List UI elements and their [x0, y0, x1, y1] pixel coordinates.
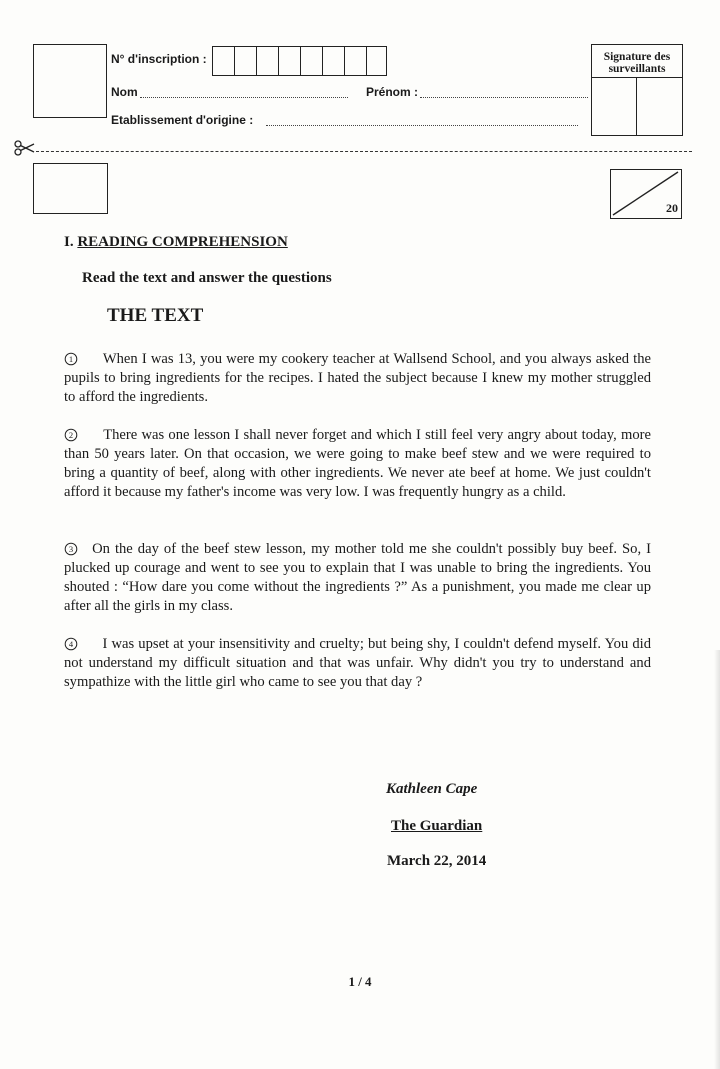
- signature-title-line1: Signature des: [603, 51, 671, 63]
- registration-digit-box[interactable]: [257, 47, 279, 75]
- school-label: Etablissement d'origine :: [111, 113, 254, 127]
- registration-digit-box[interactable]: [213, 47, 235, 75]
- paragraph-2: [64, 426, 651, 502]
- paragraph-number-icon: [64, 635, 82, 653]
- school-field[interactable]: [266, 125, 578, 126]
- examiner-box: [33, 163, 108, 214]
- paragraph-4: [64, 635, 651, 692]
- name-field[interactable]: [140, 97, 348, 98]
- paragraph-1: [64, 350, 651, 407]
- paragraph-text: When I was 13, you were my cookery teacher at Wallsend School, and you always asked the pupils to bring ingredients for the recipes. I hated the subject because I knew my mother struggled to afford the ingredients.: [64, 351, 651, 405]
- registration-digit-box[interactable]: [235, 47, 257, 75]
- signature-title-line2: surveillants: [608, 63, 666, 75]
- registration-digit-box[interactable]: [345, 47, 367, 75]
- cut-line: [36, 151, 692, 152]
- supervisors-signature-box: [591, 44, 683, 136]
- registration-number-boxes[interactable]: [212, 46, 387, 76]
- text-heading: THE TEXT: [107, 305, 204, 326]
- instruction: Read the text and answer the questions: [82, 270, 332, 286]
- section-heading: [64, 234, 288, 251]
- name-label: Nom: [111, 85, 138, 99]
- paragraph-text: I was upset at your insensitivity and cruelty; but being shy, I couldn't defend myself. You did not understand my difficult situation and that was unfair. Why didn't you try to understand and sympathize with the little girl who came to see you that day ?: [64, 636, 652, 690]
- source-author: Kathleen Cape: [386, 781, 478, 797]
- header-bracket-line: [106, 46, 107, 118]
- registration-label: N° d'inscription :: [111, 52, 207, 66]
- section-numeral: I.: [64, 234, 74, 250]
- registration-digit-box[interactable]: [301, 47, 323, 75]
- registration-digit-box[interactable]: [279, 47, 301, 75]
- paragraph-number: 1: [68, 354, 74, 365]
- page-number: 1 / 4: [348, 974, 372, 989]
- paragraph-text: On the day of the beef stew lesson, my mother told me she couldn't possibly buy beef. So, I plucked up courage and went to see you to explain that I was unable to bring the ingredients. You shouted : “How dare you come without the ingredients ?” As a punishment, you made me clear up after all the girls in my class.: [64, 541, 652, 614]
- paragraph-text: There was one lesson I shall never forget and which I still feel very angry about today, more than 50 years later. On that occasion, we were going to make beef stew and we were required to bring a quantity of beef, along with other ingredients. We never ate beef at home. We just couldn't afford it because my father's income was very low. I was frequently hungry as a child.: [64, 427, 651, 500]
- score-total: 20: [666, 201, 678, 215]
- source-publication: The Guardian: [391, 818, 483, 834]
- signature-divider: [592, 77, 682, 78]
- signature-center-divider: [636, 77, 637, 135]
- paragraph-number: 3: [68, 544, 74, 555]
- scissors-icon: [14, 140, 36, 161]
- section-title: READING COMPREHENSION: [77, 234, 288, 250]
- paragraph-number-icon: [64, 350, 82, 368]
- paragraph-number: 4: [68, 639, 74, 650]
- score-box: [610, 169, 682, 219]
- paragraph-number-icon: [64, 540, 82, 558]
- top-left-box: [33, 44, 107, 118]
- paragraph-3: [64, 540, 651, 616]
- registration-digit-box[interactable]: [323, 47, 345, 75]
- paragraph-number-icon: [64, 426, 82, 444]
- scan-edge-shadow: [714, 650, 720, 1069]
- paragraph-number: 2: [68, 430, 74, 441]
- firstname-field[interactable]: [420, 97, 588, 98]
- source-date: March 22, 2014: [387, 853, 487, 869]
- firstname-label: Prénom :: [366, 85, 419, 99]
